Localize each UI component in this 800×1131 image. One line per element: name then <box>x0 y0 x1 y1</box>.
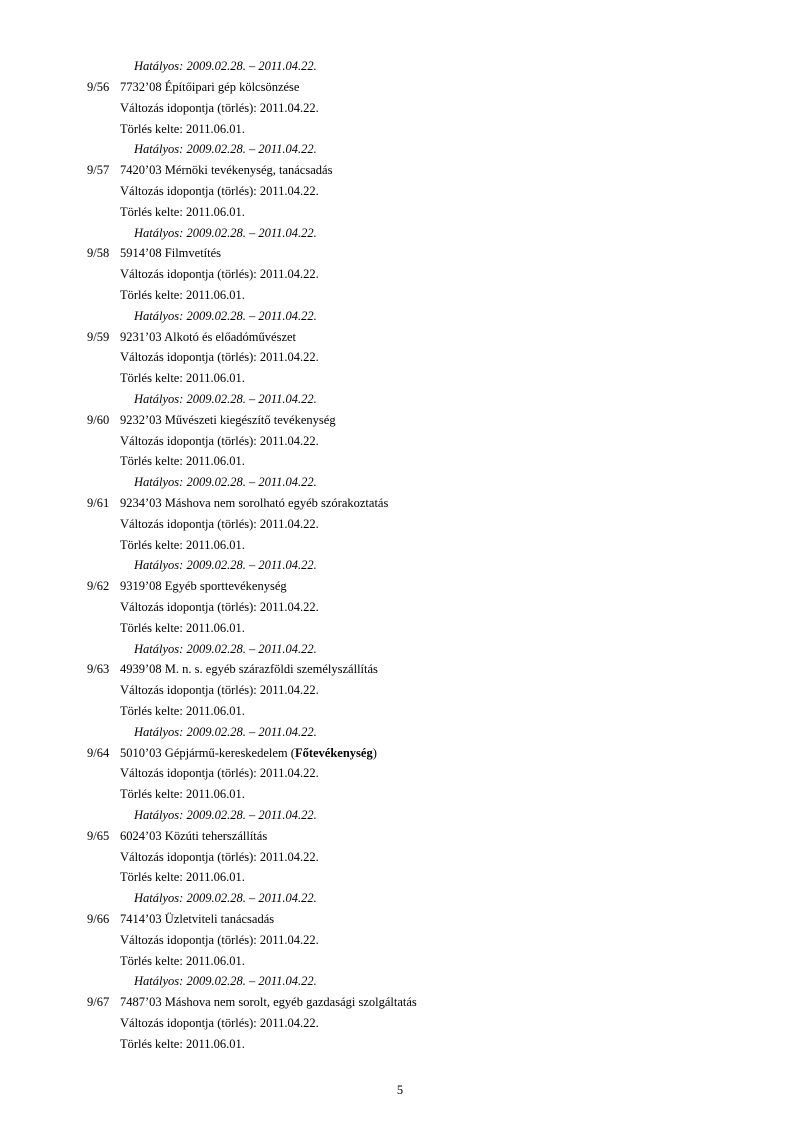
validity-line <box>134 641 317 657</box>
activity-code-line <box>120 329 296 345</box>
change-date-line: Változás idopontja (törlés): 2011.04.22. <box>120 434 319 448</box>
activity-code: 7487’03 Máshova nem sorolt, egyéb gazdasági szolgáltatás <box>120 995 417 1009</box>
hatalyos-label: Hatályos: <box>134 475 184 489</box>
activity-code: 7732’08 Építőipari gép kölcsönzése <box>120 80 300 94</box>
entry-number: 9/58 <box>87 246 110 260</box>
hatalyos-label: Hatályos: <box>134 392 184 406</box>
entry-number: 9/57 <box>87 163 110 177</box>
validity-line <box>134 890 317 906</box>
hatalyos-label: Hatályos: <box>134 558 184 572</box>
deletion-date-line: Törlés kelte: 2011.06.01. <box>120 704 245 718</box>
hatalyos-value: 2009.02.28. – 2011.04.22. <box>186 808 317 822</box>
hatalyos-label: Hatályos: <box>134 226 184 240</box>
validity-line <box>134 474 317 490</box>
entry-number: 9/60 <box>87 413 110 427</box>
hatalyos-label: Hatályos: <box>134 974 184 988</box>
entry-number: 9/65 <box>87 829 110 843</box>
hatalyos-value: 2009.02.28. – 2011.04.22. <box>186 142 317 156</box>
activity-code-line <box>120 495 388 511</box>
activity-code-suffix: ) <box>372 746 377 760</box>
deletion-date-line: Törlés kelte: 2011.06.01. <box>120 954 245 968</box>
deletion-date-line: Törlés kelte: 2011.06.01. <box>120 538 245 552</box>
activity-code: 5914’08 Filmvetítés <box>120 246 222 260</box>
page-number: 5 <box>396 1083 404 1097</box>
validity-line <box>134 807 317 823</box>
hatalyos-value: 2009.02.28. – 2011.04.22. <box>186 392 317 406</box>
activity-code-line <box>120 578 287 594</box>
activity-code-line <box>120 745 377 761</box>
activity-code-line <box>120 828 267 844</box>
change-date-line: Változás idopontja (törlés): 2011.04.22. <box>120 1016 319 1030</box>
deletion-date-line: Törlés kelte: 2011.06.01. <box>120 787 245 801</box>
change-date-line: Változás idopontja (törlés): 2011.04.22. <box>120 933 319 947</box>
change-date-line: Változás idopontja (törlés): 2011.04.22. <box>120 766 319 780</box>
hatalyos-label: Hatályos: <box>134 642 184 656</box>
change-date-line: Változás idopontja (törlés): 2011.04.22. <box>120 600 319 614</box>
deletion-date-line: Törlés kelte: 2011.06.01. <box>120 288 245 302</box>
hatalyos-value: 2009.02.28. – 2011.04.22. <box>186 558 317 572</box>
main-activity-label: Főtevékenység <box>294 746 373 760</box>
change-date-line: Változás idopontja (törlés): 2011.04.22. <box>120 850 319 864</box>
hatalyos-label: Hatályos: <box>134 891 184 905</box>
activity-code: 7420’03 Mérnöki tevékenység, tanácsadás <box>120 163 333 177</box>
validity-line <box>134 724 317 740</box>
activity-code-line <box>120 245 221 261</box>
hatalyos-value: 2009.02.28. – 2011.04.22. <box>186 891 317 905</box>
change-date-line: Változás idopontja (törlés): 2011.04.22. <box>120 350 319 364</box>
activity-code: 7414’03 Üzletviteli tanácsadás <box>120 912 275 926</box>
activity-code: 9234’03 Máshova nem sorolható egyéb szórakoztatás <box>120 496 389 510</box>
activity-code-line <box>120 661 378 677</box>
change-date-line: Változás idopontja (törlés): 2011.04.22. <box>120 517 319 531</box>
hatalyos-value: 2009.02.28. – 2011.04.22. <box>186 226 317 240</box>
entry-number: 9/61 <box>87 496 110 510</box>
hatalyos-value: 2009.02.28. – 2011.04.22. <box>186 309 317 323</box>
deletion-date-line: Törlés kelte: 2011.06.01. <box>120 122 245 136</box>
activity-code-line <box>120 911 274 927</box>
entry-number: 9/64 <box>87 746 110 760</box>
change-date-line: Változás idopontja (törlés): 2011.04.22. <box>120 101 319 115</box>
activity-code-line <box>120 412 336 428</box>
hatalyos-label: Hatályos: <box>134 59 184 73</box>
entry-number: 9/66 <box>87 912 110 926</box>
activity-code-line <box>120 162 332 178</box>
hatalyos-label: Hatályos: <box>134 808 184 822</box>
deletion-date-line: Törlés kelte: 2011.06.01. <box>120 454 245 468</box>
hatalyos-value: 2009.02.28. – 2011.04.22. <box>186 642 317 656</box>
hatalyos-label: Hatályos: <box>134 309 184 323</box>
activity-code: 9319’08 Egyéb sporttevékenység <box>120 579 287 593</box>
validity-line <box>134 141 317 157</box>
deletion-date-line: Törlés kelte: 2011.06.01. <box>120 205 245 219</box>
entry-number: 9/59 <box>87 330 110 344</box>
change-date-line: Változás idopontja (törlés): 2011.04.22. <box>120 184 319 198</box>
hatalyos-value: 2009.02.28. – 2011.04.22. <box>186 725 317 739</box>
first-hatalyos-line <box>134 58 317 74</box>
deletion-date-line: Törlés kelte: 2011.06.01. <box>120 870 245 884</box>
hatalyos-value: 2009.02.28. – 2011.04.22. <box>186 475 317 489</box>
change-date-line: Változás idopontja (törlés): 2011.04.22. <box>120 267 319 281</box>
entry-number: 9/63 <box>87 662 110 676</box>
entry-number: 9/62 <box>87 579 110 593</box>
entry-number: 9/56 <box>87 80 110 94</box>
validity-line <box>134 225 317 241</box>
entry-number: 9/67 <box>87 995 110 1009</box>
validity-line <box>134 557 317 573</box>
validity-line <box>134 973 317 989</box>
hatalyos-label: Hatályos: <box>134 725 184 739</box>
activity-code: 9231’03 Alkotó és előadóművészet <box>120 330 297 344</box>
hatalyos-label: Hatályos: <box>134 142 184 156</box>
change-date-line: Változás idopontja (törlés): 2011.04.22. <box>120 683 319 697</box>
activity-code: 9232’03 Művészeti kiegészítő tevékenység <box>120 413 336 427</box>
deletion-date-line: Törlés kelte: 2011.06.01. <box>120 621 245 635</box>
activity-code: 5010’03 Gépjármű-kereskedelem ( <box>120 746 295 760</box>
deletion-date-line: Törlés kelte: 2011.06.01. <box>120 1037 245 1051</box>
activity-code: 4939’08 M. n. s. egyéb szárazföldi személyszállítás <box>120 662 378 676</box>
activity-code-line <box>120 994 417 1010</box>
deletion-date-line: Törlés kelte: 2011.06.01. <box>120 371 245 385</box>
hatalyos-value: 2009.02.28. – 2011.04.22. <box>186 974 317 988</box>
activity-code: 6024’03 Közúti teherszállítás <box>120 829 268 843</box>
activity-code-line <box>120 79 299 95</box>
validity-line <box>134 391 317 407</box>
validity-line <box>134 308 317 324</box>
hatalyos-value: 2009.02.28. – 2011.04.22. <box>186 59 317 73</box>
